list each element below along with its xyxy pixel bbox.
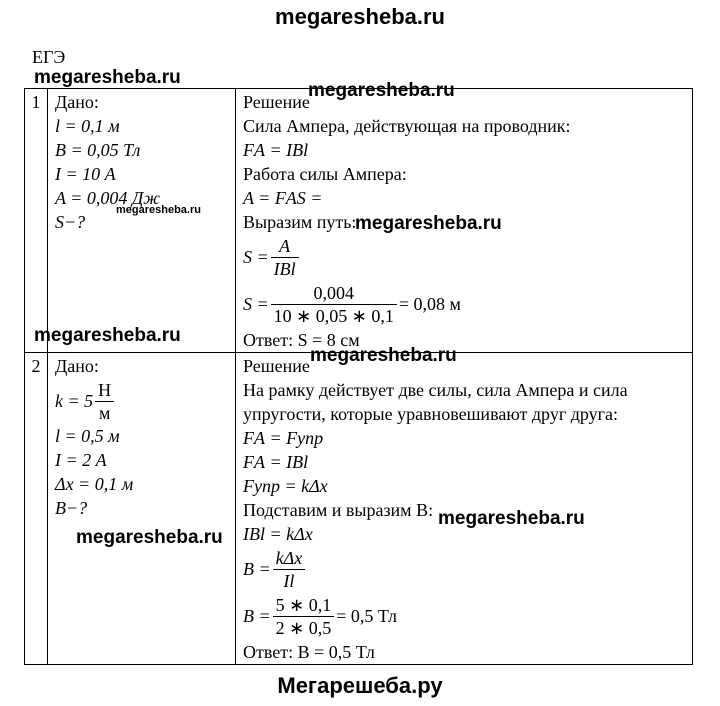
formula-lhs: B = bbox=[243, 606, 271, 626]
fraction-numerator: 0,004 bbox=[271, 282, 397, 305]
watermark: megaresheba.ru bbox=[438, 508, 585, 529]
formula: FА = Fупр bbox=[243, 428, 324, 448]
footer-brand: Мегарешеба.ру bbox=[277, 673, 443, 698]
given-title: Дано: bbox=[55, 356, 99, 376]
given-item: I = 10 А bbox=[55, 164, 116, 184]
formula-lhs: S = bbox=[243, 247, 269, 267]
formula-lhs: B = bbox=[243, 559, 271, 579]
watermark: megaresheba.ru bbox=[76, 527, 223, 548]
fraction bbox=[271, 235, 299, 280]
given-item: S−? bbox=[55, 212, 86, 232]
formula-result: = 0,5 Тл bbox=[336, 606, 397, 626]
formula: Fупр = kΔx bbox=[243, 476, 328, 496]
given-item-k bbox=[55, 378, 235, 424]
fraction bbox=[95, 379, 114, 424]
fraction-numerator: A bbox=[271, 235, 299, 258]
solution-text: Выразим путь: bbox=[243, 212, 357, 232]
solution-title: Решение bbox=[243, 356, 310, 376]
given-k-lhs: k = 5 bbox=[55, 391, 94, 411]
given-cell bbox=[48, 89, 236, 353]
fraction-denominator: 10 ∗ 0,05 ∗ 0,1 bbox=[273, 305, 394, 326]
watermark: megaresheba.ru bbox=[34, 325, 181, 346]
given-item: B−? bbox=[55, 498, 88, 518]
solution-title: Решение bbox=[243, 92, 310, 112]
given-title: Дано: bbox=[55, 92, 99, 112]
solution-text: Сила Ампера, действующая на проводник: bbox=[243, 116, 571, 136]
formula-fraction-1 bbox=[243, 234, 692, 280]
formula-fraction-4 bbox=[243, 592, 692, 640]
formula-fraction-3 bbox=[243, 546, 692, 592]
formula-fraction-2 bbox=[243, 280, 692, 328]
given-item: A = 0,004 Дж bbox=[55, 188, 161, 208]
given-item: I = 2 А bbox=[55, 450, 107, 470]
given-cell bbox=[48, 353, 236, 665]
fraction-denominator: Il bbox=[283, 570, 295, 591]
fraction bbox=[271, 282, 397, 327]
problem-number: 1 bbox=[25, 89, 48, 353]
problem-number: 2 bbox=[25, 353, 48, 665]
formula-lhs: S = bbox=[243, 294, 269, 314]
formula: FА = IBl bbox=[243, 140, 309, 160]
watermark: megaresheba.ru bbox=[310, 345, 457, 366]
watermark: megaresheba.ru bbox=[34, 67, 181, 88]
fraction-numerator: Н bbox=[95, 379, 114, 402]
formula: FА = IBl bbox=[243, 452, 309, 472]
header-watermark: megaresheba.ru bbox=[275, 4, 445, 29]
formula-result: = 0,08 м bbox=[398, 294, 461, 314]
solution-text: На рамку действует две силы, сила Ампера и сила bbox=[243, 380, 628, 400]
answer: Ответ: S = 8 см bbox=[243, 330, 360, 350]
solution-text: Подставим и выразим B: bbox=[243, 500, 434, 520]
table-row bbox=[25, 353, 693, 665]
watermark: megaresheba.ru bbox=[116, 204, 201, 216]
fraction-denominator: м bbox=[98, 402, 111, 423]
given-item: B = 0,05 Тл bbox=[55, 140, 141, 160]
section-label: ЕГЭ bbox=[32, 47, 66, 67]
solutions-table bbox=[24, 88, 693, 665]
formula: IBl = kΔx bbox=[243, 524, 313, 544]
given-item: Δx = 0,1 м bbox=[55, 474, 134, 494]
solution-text: упругости, которые уравновешивают друг друга: bbox=[243, 404, 618, 424]
fraction-numerator: 5 ∗ 0,1 bbox=[273, 594, 335, 617]
watermark: megaresheba.ru bbox=[308, 80, 455, 101]
fraction bbox=[273, 547, 306, 592]
fraction-denominator: IBl bbox=[273, 258, 296, 279]
answer: Ответ: B = 0,5 Тл bbox=[243, 642, 375, 662]
fraction-denominator: 2 ∗ 0,5 bbox=[275, 617, 332, 638]
given-item: l = 0,5 м bbox=[55, 426, 120, 446]
fraction-numerator: kΔx bbox=[273, 547, 306, 570]
given-item: l = 0,1 м bbox=[55, 116, 120, 136]
watermark: megaresheba.ru bbox=[355, 213, 502, 234]
fraction bbox=[273, 594, 335, 639]
solution-text: Работа силы Ампера: bbox=[243, 164, 407, 184]
formula: A = FАS = bbox=[243, 188, 323, 208]
